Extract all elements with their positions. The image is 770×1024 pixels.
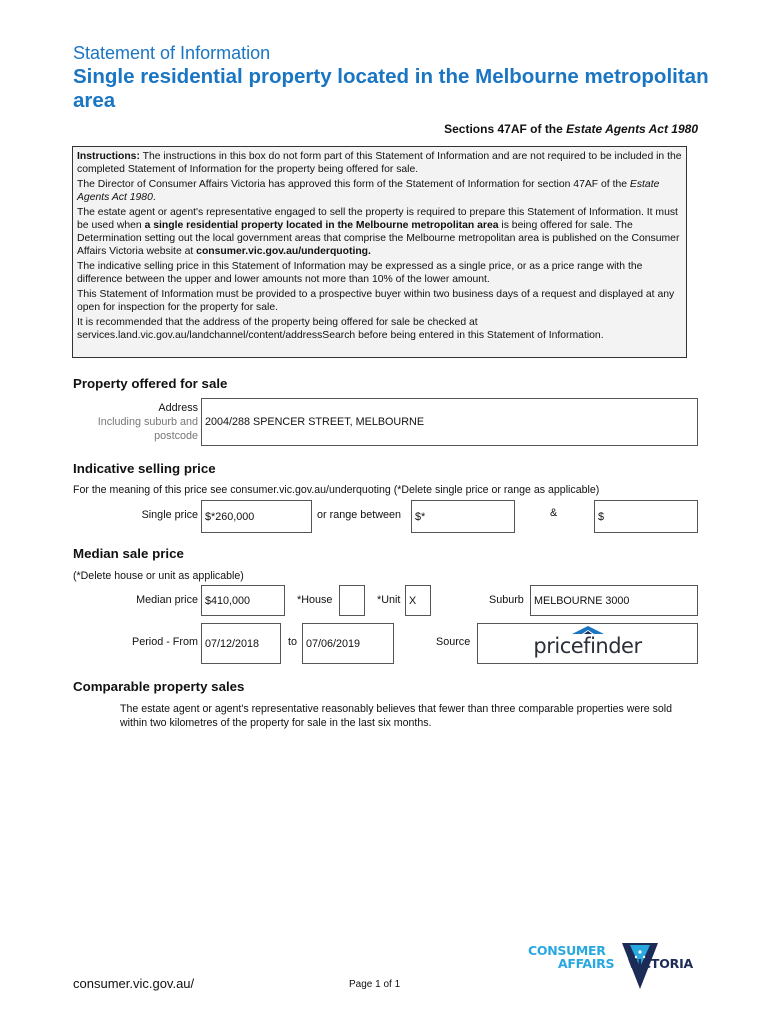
instructions-p3-c: is being offered for sale. The Determination setting out the local government areas that comprise the Melbourne metropolitan area is published on the Consumer Affairs Victoria website at xyxy=(77,220,680,258)
instructions-p4: The indicative selling price in this Statement of Information may be expressed as a single price, or as a price range with the difference between the upper and lower amounts not more than 10% of the lower amount. xyxy=(77,261,643,286)
instructions-p6: It is recommended that the address of the property being offered for sale be checked at services.land.vic.gov.au/landchannel/content/addressSearch before being entered in this Statement of Information. xyxy=(77,316,604,342)
address-field[interactable] xyxy=(201,398,698,446)
suburb-field[interactable] xyxy=(530,585,698,616)
address-label xyxy=(60,401,198,443)
instructions-p3 xyxy=(77,206,682,259)
instructions-p1 xyxy=(77,150,682,176)
instructions-p3-a: The estate agent or agent's representative engaged to sell the property is required to prepare this Statement of Information. It must be used when xyxy=(77,206,678,232)
sections-prefix: Sections 47AF of the xyxy=(444,122,567,136)
median-price-label: Median price xyxy=(136,594,198,606)
comparable-heading: Comparable property sales xyxy=(73,679,245,694)
sections-act: Estate Agents Act 1980 xyxy=(566,122,698,136)
indicative-heading: Indicative selling price xyxy=(73,461,216,476)
underquoting-link[interactable]: consumer.vic.gov.au/underquoting. xyxy=(196,246,371,258)
median-note: (*Delete house or unit as applicable) xyxy=(73,570,244,582)
property-heading: Property offered for sale xyxy=(73,376,228,391)
median-heading: Median sale price xyxy=(73,546,184,561)
consumer-affairs-victoria-logo xyxy=(528,943,703,993)
range-high-value: $ xyxy=(598,510,605,523)
address-label-line1: Address xyxy=(158,402,198,414)
suburb-value: MELBOURNE 3000 xyxy=(534,594,630,607)
range-low-value: $* xyxy=(415,510,426,523)
house-label: *House xyxy=(297,594,333,606)
instructions-p2 xyxy=(77,178,682,204)
range-label: or range between xyxy=(317,509,402,521)
document-heading: Single residential property located in the Melbourne metropolitan area xyxy=(73,65,709,112)
range-low-field[interactable] xyxy=(411,500,515,533)
house-field[interactable] xyxy=(339,585,365,616)
sections-reference xyxy=(444,122,698,136)
suburb-label: Suburb xyxy=(489,594,524,606)
address-label-line3: postcode xyxy=(154,430,198,442)
source-field[interactable] xyxy=(477,623,698,664)
comparable-text: The estate agent or agent's representative reasonably believes that fewer than three comparable properties were sold within two kilometres of the property for sale in the last six months. xyxy=(120,703,673,729)
pricefinder-logo xyxy=(533,630,641,658)
address-label-line2: Including suburb and xyxy=(97,416,198,428)
address-value: 2004/288 SPENCER STREET, MELBOURNE xyxy=(205,416,425,428)
logo-line2: AFFAIRS xyxy=(558,956,615,971)
instructions-p3-b: a single residential property located in the Melbourne metropolitan area xyxy=(144,220,499,232)
pricefinder-mark-icon xyxy=(558,626,618,634)
range-ampersand: & xyxy=(550,507,558,519)
logo-line3: VICTORIA xyxy=(628,956,694,971)
range-high-field[interactable] xyxy=(594,500,698,533)
single-price-field[interactable] xyxy=(201,500,312,533)
footer-link[interactable]: consumer.vic.gov.au/ xyxy=(73,976,195,991)
source-label: Source xyxy=(436,636,471,648)
instructions-p1-text: The instructions in this box do not form part of this Statement of Information and are not required to be included in the completed Statement of Information for the property being offered for sale. xyxy=(77,151,682,176)
period-from-field[interactable] xyxy=(201,623,281,664)
single-price-label: Single price xyxy=(141,509,198,521)
logo-line1: CONSUMER xyxy=(528,943,606,958)
unit-value: X xyxy=(409,594,417,607)
unit-field[interactable] xyxy=(405,585,431,616)
instructions-p2-end: . xyxy=(152,192,156,204)
median-price-field[interactable] xyxy=(201,585,285,616)
document-title: Statement of Information xyxy=(73,43,271,63)
indicative-note: For the meaning of this price see consumer.vic.gov.au/underquoting (*Delete single price or range as applicable) xyxy=(73,484,600,496)
period-to-field[interactable] xyxy=(302,623,394,664)
unit-label: *Unit xyxy=(377,594,401,606)
period-from-label: Period - From xyxy=(132,636,198,648)
pricefinder-text: pricefinder xyxy=(533,633,642,658)
median-price-value: $410,000 xyxy=(205,594,251,607)
instructions-p2-text: The Director of Consumer Affairs Victoria has approved this form of the Statement of Information for section 47AF of the xyxy=(77,178,630,190)
instructions-box xyxy=(72,146,687,358)
period-from-value: 07/12/2018 xyxy=(205,637,260,650)
instructions-label: Instructions: xyxy=(77,151,140,162)
page-number: Page 1 of 1 xyxy=(349,979,401,990)
single-price-value: $*260,000 xyxy=(205,510,255,523)
period-to-value: 07/06/2019 xyxy=(306,637,361,650)
instructions-p2-act: Estate Agents Act 1980 xyxy=(77,178,660,204)
instructions-p5: This Statement of Information must be provided to a prospective buyer within two business days of a request and displayed at any open for inspection for the property for sale. xyxy=(77,289,675,314)
period-to-label: to xyxy=(288,636,298,648)
